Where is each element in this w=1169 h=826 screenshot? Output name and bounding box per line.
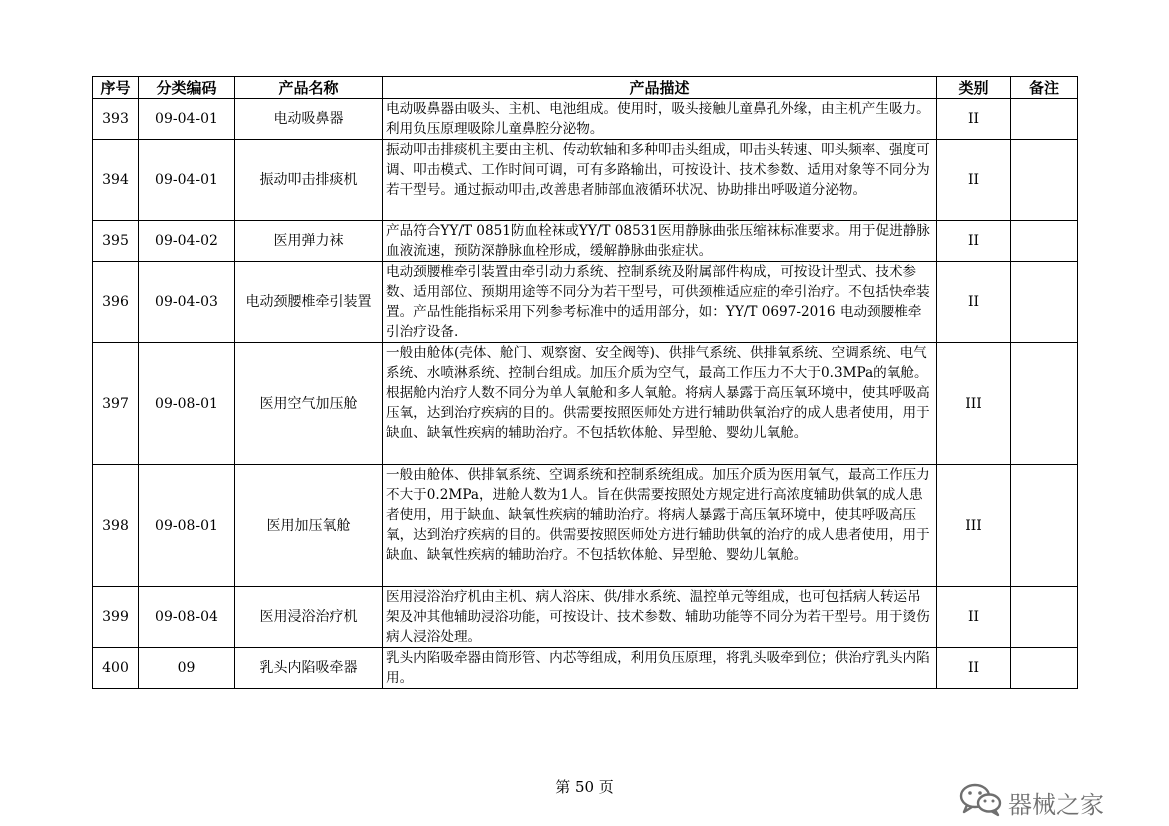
product-description-cell: 一般由舱体、供排氧系统、空调系统和控制系统组成。加压介质为医用氧气，最高工作压力不大于0.2MPa，进舱人数为1人。旨在供需要按照处方规定进行高浓度辅助供氧的成人患者使用，用于缺血、缺氧性疾病的辅助治疗。将病人暴露于高压氧环境中，使其呼吸高压氧，达到治疗疾病的目的。供需要按照医师处方进行辅助供氧的治疗的成人患者使用，用于缺血、缺氧性疾病的辅助治疗。不包括软体舱、异型舱、婴幼儿氧舱。 [383,465,937,587]
watermark-text: 器械之家 [1008,790,1104,819]
table-row [93,221,1078,262]
category-code-cell: 09 [139,648,235,689]
header-product-description: 产品描述 [383,77,937,99]
product-name-cell: 医用加压氧舱 [235,465,383,587]
header-remarks: 备注 [1011,77,1078,99]
category-code-cell: 09-08-01 [139,343,235,465]
category-code-cell: 09-04-01 [139,140,235,221]
serial-number-cell: 396 [93,262,139,343]
product-name-cell: 振动叩击排痰机 [235,140,383,221]
table-row [93,587,1078,648]
product-name-cell: 电动颈腰椎牵引装置 [235,262,383,343]
remarks-cell [1011,99,1078,140]
class-cell: II [937,587,1011,648]
header-product-name: 产品名称 [235,77,383,99]
product-description-cell: 乳头内陷吸牵器由筒形管、内芯等组成，利用负压原理，将乳头吸牵到位；供治疗乳头内陷用。 [383,648,937,689]
remarks-cell [1011,343,1078,465]
table-row [93,140,1078,221]
table-row [93,343,1078,465]
class-cell: III [937,465,1011,587]
product-description-cell: 一般由舱体(壳体、舱门、观察窗、安全阀等)、供排气系统、供排氧系统、空调系统、电气系统、水喷淋系统、控制台组成。加压介质为空气，最高工作压力不大于0.3MPa的氧舱。根据舱内治疗人数不同分为单人氧舱和多人氧舱。将病人暴露于高压氧环境中，使其呼吸高压氧，达到治疗疾病的目的。供需要按照医师处方进行辅助供氧治疗的成人患者使用，用于缺血、缺氧性疾病的辅助治疗。不包括软体舱、异型舱、婴幼儿氧舱。 [383,343,937,465]
category-code-cell: 09-04-01 [139,99,235,140]
table-row [93,465,1078,587]
remarks-cell [1011,465,1078,587]
header-category-code: 分类编码 [139,77,235,99]
class-cell: III [937,343,1011,465]
category-code-cell: 09-08-01 [139,465,235,587]
serial-number-cell: 397 [93,343,139,465]
serial-number-cell: 394 [93,140,139,221]
product-description-cell: 产品符合YY/T 0851防血栓袜或YY/T 08531医用静脉曲张压缩袜标准要求。用于促进静脉血液流速，预防深静脉血栓形成，缓解静脉曲张症状。 [383,221,937,262]
serial-number-cell: 398 [93,465,139,587]
class-cell: II [937,221,1011,262]
product-description-cell: 医用浸浴治疗机由主机、病人浴床、供/排水系统、温控单元等组成，也可包括病人转运吊架及冲其他辅助浸浴功能，可按设计、技术参数、辅助功能等不同分为若干型号。用于烫伤病人浸浴处理。 [383,587,937,648]
serial-number-cell: 393 [93,99,139,140]
product-description-cell: 电动颈腰椎牵引装置由牵引动力系统、控制系统及附属部件构成，可按设计型式、技术参数、适用部位、预期用途等不同分为若干型号，可供颈椎适应症的牵引治疗。不包括快牵装置。产品性能指标采用下列参考标准中的适用部分，如：YY/T 0697-2016 电动颈腰椎牵引治疗设备. [383,262,937,343]
class-cell: II [937,140,1011,221]
serial-number-cell: 399 [93,587,139,648]
wechat-icon [958,781,1008,823]
product-name-cell: 医用空气加压舱 [235,343,383,465]
class-cell: II [937,648,1011,689]
category-code-cell: 09-08-04 [139,587,235,648]
table-header-row [93,77,1078,99]
remarks-cell [1011,140,1078,221]
table-row [93,99,1078,140]
class-cell: II [937,262,1011,343]
table-row [93,648,1078,689]
device-catalog-table [92,76,1078,689]
category-code-cell: 09-04-02 [139,221,235,262]
class-cell: II [937,99,1011,140]
remarks-cell [1011,262,1078,343]
category-code-cell: 09-04-03 [139,262,235,343]
table-row [93,262,1078,343]
header-class: 类别 [937,77,1011,99]
product-name-cell: 医用弹力袜 [235,221,383,262]
watermark [958,784,1104,820]
remarks-cell [1011,648,1078,689]
product-description-cell: 振动叩击排痰机主要由主机、传动软轴和多种叩击头组成，叩击头转速、叩头频率、强度可调、叩击模式、工作时间可调，可有多路输出，可按设计、技术参数、适用对象等不同分为若干型号。通过振动叩击,改善患者肺部血液循环状况、协助排出呼吸道分泌物。 [383,140,937,221]
product-description-cell: 电动吸鼻器由吸头、主机、电池组成。使用时，吸头接触儿童鼻孔外缘，由主机产生吸力。利用负压原理吸除儿童鼻腔分泌物。 [383,99,937,140]
page-number: 第 50 页 [555,778,614,796]
product-name-cell: 医用浸浴治疗机 [235,587,383,648]
remarks-cell [1011,221,1078,262]
serial-number-cell: 400 [93,648,139,689]
product-name-cell: 电动吸鼻器 [235,99,383,140]
header-serial-number: 序号 [93,77,139,99]
serial-number-cell: 395 [93,221,139,262]
product-name-cell: 乳头内陷吸牵器 [235,648,383,689]
remarks-cell [1011,587,1078,648]
